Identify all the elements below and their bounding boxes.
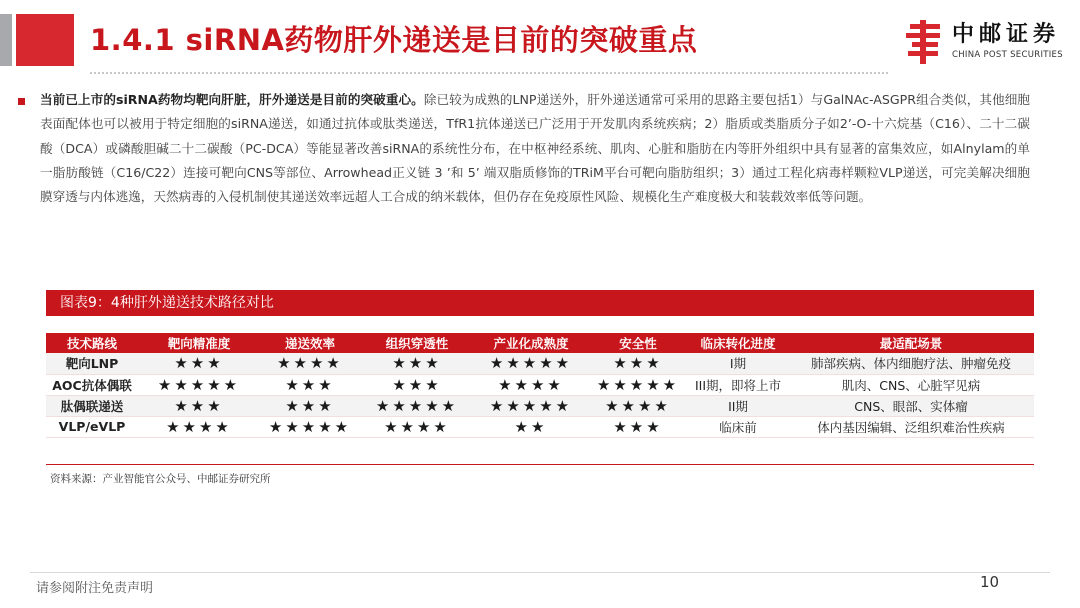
header-divider — [90, 72, 888, 74]
star-rating: ★★★★ — [588, 395, 688, 416]
clinical-stage-cell: I期 — [688, 353, 788, 374]
logo-text-cn: 中邮证券 — [952, 22, 1061, 47]
route-cell: VLP/eVLP — [46, 416, 138, 437]
figure-title: 图表9：4种肝外递送技术路径对比 — [46, 290, 1034, 316]
source-note: 资料来源：产业智能官公众号、中邮证券研究所 — [50, 473, 271, 485]
table-row — [46, 416, 1034, 437]
figure-divider — [46, 464, 1034, 465]
column-header: 安全性 — [588, 333, 688, 353]
star-rating: ★★★ — [260, 395, 360, 416]
footer-divider — [30, 572, 1050, 573]
scenario-cell: 肺部疾病、体内细胞疗法、肿瘤免疫 — [788, 353, 1034, 374]
page-number: 10 — [980, 573, 1000, 591]
company-logo — [900, 20, 1070, 66]
route-cell: 靶向LNP — [46, 353, 138, 374]
table-row — [46, 353, 1034, 374]
column-header: 递送效率 — [260, 333, 360, 353]
table-row — [46, 374, 1034, 395]
star-rating: ★★★★ — [360, 416, 474, 437]
column-header: 组织穿透性 — [360, 333, 474, 353]
star-rating: ★★★★★ — [588, 374, 688, 395]
bullet-icon — [18, 98, 25, 105]
star-rating: ★★ — [474, 416, 588, 437]
route-cell: AOC抗体偶联 — [46, 374, 138, 395]
star-rating: ★★★★★ — [260, 416, 360, 437]
disclaimer-text: 请参阅附注免责声明 — [36, 581, 154, 596]
star-rating: ★★★ — [260, 374, 360, 395]
body-paragraph — [40, 88, 1030, 209]
column-header: 产业化成熟度 — [474, 333, 588, 353]
star-rating: ★★★ — [138, 395, 260, 416]
paragraph-body: 除已较为成熟的LNP递送外，肝外递送通常可采用的思路主要包括1）与GalNAc-ASGPR组合类似，其他细胞表面配体也可以被用于特定细胞的siRNA递送，如通过抗体或肽类递送，TfR1抗体递送已广泛用于开发肌肉系统疾病；2）脂质或类脂质分子如2’-O-十六烷基（C16）、二十二碳酸（DCA）或磷酸胆碱二十二碳酸（PC-DCA）等能显著改善siRNA的系统性分布，在中枢神经系统、肌肉、心脏和脂肪在内等肝外组织中具有显著的富集效应，如Alnylam的单一脂肪酸链（C16/C22）连接可靶向CNS等部位、Arrowhead正义链 3 ’和 5’ 端双脂质修饰的TRiM平台可靶向脂肪组织；3）通过工程化病毒样颗粒VLP递送，可完美解决细胞膜穿透与内体逃逸，天然病毒的入侵机制使其递送效率远超人工合成的纳米载体，但仍存在免疫原性风险、规模化生产难度极大和装载效率低等问题。 — [40, 92, 1031, 205]
header-accent-gray — [0, 14, 12, 66]
star-rating: ★★★★ — [138, 416, 260, 437]
clinical-stage-cell: 临床前 — [688, 416, 788, 437]
star-rating: ★★★★★ — [360, 395, 474, 416]
star-rating: ★★★★★ — [474, 353, 588, 374]
header-accent-red — [16, 14, 74, 66]
clinical-stage-cell: III期，即将上市 — [688, 374, 788, 395]
star-rating: ★★★★★ — [138, 374, 260, 395]
column-header: 技术路线 — [46, 333, 138, 353]
page-title: 1.4.1 siRNA药物肝外递送是目前的突破重点 — [90, 23, 698, 57]
scenario-cell: CNS、眼部、实体瘤 — [788, 395, 1034, 416]
star-rating: ★★★ — [138, 353, 260, 374]
star-rating: ★★★★ — [474, 374, 588, 395]
clinical-stage-cell: II期 — [688, 395, 788, 416]
column-header: 临床转化进度 — [688, 333, 788, 353]
route-cell: 肽偶联递送 — [46, 395, 138, 416]
logo-text-en: CHINA POST SECURITIES — [952, 50, 1063, 60]
star-rating: ★★★ — [588, 353, 688, 374]
star-rating: ★★★ — [588, 416, 688, 437]
table-row — [46, 395, 1034, 416]
comparison-table — [46, 333, 1034, 438]
star-rating: ★★★★★ — [474, 395, 588, 416]
star-rating: ★★★ — [360, 353, 474, 374]
paragraph-lead: 当前已上市的siRNA药物均靶向肝脏，肝外递送是目前的突破重心。 — [40, 92, 424, 107]
scenario-cell: 体内基因编辑、泛组织难治性疾病 — [788, 416, 1034, 437]
star-rating: ★★★ — [360, 374, 474, 395]
column-header: 最适配场景 — [788, 333, 1034, 353]
china-post-logo-icon — [904, 20, 944, 64]
scenario-cell: 肌肉、CNS、心脏罕见病 — [788, 374, 1034, 395]
column-header: 靶向精准度 — [138, 333, 260, 353]
table-header-row — [46, 333, 1034, 353]
star-rating: ★★★★ — [260, 353, 360, 374]
